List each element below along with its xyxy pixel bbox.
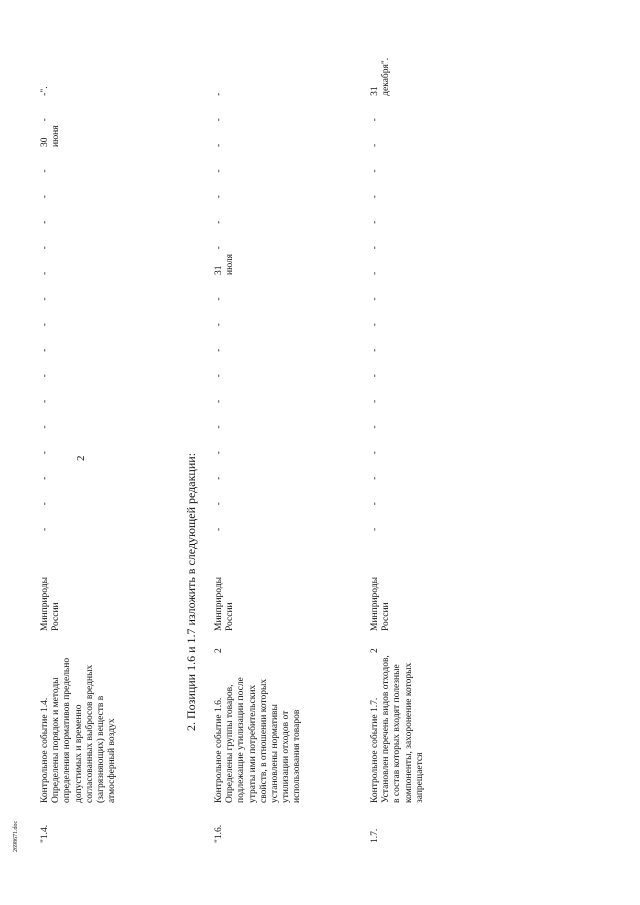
- row-period-cell: -: [214, 399, 224, 403]
- row-period-cell: 31 июля: [214, 253, 236, 275]
- row-period-cell: -: [370, 450, 380, 454]
- row-period-cell: -: [214, 373, 224, 377]
- row-period-cell: -: [370, 322, 380, 326]
- row-period-cell: -: [40, 220, 50, 224]
- row-period-cell: -: [370, 245, 380, 249]
- row-period-cell: -: [214, 143, 224, 147]
- row-period-cell: -: [214, 168, 224, 173]
- page-number: 2: [75, 455, 87, 461]
- row-period-cell: -: [40, 450, 50, 454]
- row-period-cell: -: [40, 527, 50, 531]
- row-period-cell: -: [214, 296, 224, 301]
- row-period-cell: -: [370, 399, 380, 403]
- row-period-cell: -: [40, 476, 50, 480]
- row-period-cell: -: [370, 476, 380, 480]
- row-period-cell: -: [40, 373, 50, 377]
- row-responsible: Минприроды России: [214, 576, 236, 631]
- row-number: 1.7.: [370, 828, 380, 843]
- row-event-text: Контрольное событие 1.6. Определены группы товаров, подлежащие утилизации после утраты ими потребительских свойств, в отношении которых установлены нормативы утилизации отходов от использования товаров: [214, 676, 303, 803]
- row-period-cell: -: [370, 527, 380, 531]
- row-count: 2: [214, 647, 224, 653]
- row-period-cell: -".: [40, 85, 50, 96]
- row-period-cell: 31 декабря".: [370, 57, 392, 96]
- rotated-content: [40, 43, 600, 863]
- row-period-cell: -: [40, 245, 50, 249]
- row-responsible: Минприроды России: [370, 576, 392, 631]
- row-period-cell: -: [214, 348, 224, 352]
- row-period-cell: -: [40, 399, 50, 403]
- row-period-cell: -: [214, 476, 224, 480]
- row-period-cell: -: [370, 501, 380, 505]
- row-period-cell: -: [214, 194, 224, 198]
- row-period-cell: -: [370, 373, 380, 377]
- row-period-cell: -: [214, 322, 224, 326]
- row-period-cell: -: [214, 245, 224, 249]
- row-period-cell: -: [370, 348, 380, 352]
- row-number: "1.6.: [214, 824, 224, 843]
- row-period-cell: -: [40, 348, 50, 352]
- row-period-cell: -: [214, 501, 224, 505]
- row-period-cell: -: [40, 424, 50, 429]
- row-period-cell: -: [40, 194, 50, 198]
- section-heading: 2. Позиции 1.6 и 1.7 изложить в следующей редакции:: [184, 452, 198, 731]
- row-period-cell: -: [370, 424, 380, 429]
- row-period-cell: -: [214, 424, 224, 429]
- row-event-text: Контрольное событие 1.4. Определены порядок и методы определения нормативов предельно допустимых и временно согласованных выбросов вредных (загрязняющих) веществ в атмосферный воздух: [40, 657, 118, 803]
- row-period-cell: -: [40, 322, 50, 326]
- row-period-cell: -: [370, 117, 380, 121]
- row-period-cell: -: [370, 194, 380, 198]
- row-period-cell: -: [40, 296, 50, 301]
- row-period-cell: -: [214, 117, 224, 121]
- row-responsible: Минприроды России: [40, 576, 62, 631]
- row-period-cell: -: [370, 143, 380, 147]
- row-period-cell: -: [214, 220, 224, 224]
- table-body: [40, 43, 600, 863]
- row-period-cell: -: [370, 296, 380, 301]
- row-period-cell: -: [214, 527, 224, 531]
- row-period-cell: -: [370, 220, 380, 224]
- row-period-cell: -: [370, 271, 380, 275]
- row-period-cell: -: [40, 168, 50, 173]
- row-period-cell: -: [40, 271, 50, 275]
- row-event-text: Контрольное событие 1.7. Установлен перечень видов отходов, в состав которых входят полезные компоненты, захоронение которых запрещается: [370, 654, 425, 803]
- row-count: 2: [370, 647, 380, 653]
- row-number: "1.4.: [40, 824, 50, 843]
- document-id: 2698671.doc: [13, 820, 19, 852]
- row-period-cell: -: [214, 450, 224, 454]
- row-period-cell: -: [370, 168, 380, 173]
- row-period-cell: 30 июня: [40, 124, 62, 147]
- row-period-cell: -: [40, 501, 50, 505]
- row-period-cell: -: [40, 117, 50, 121]
- row-period-cell: -: [214, 92, 224, 96]
